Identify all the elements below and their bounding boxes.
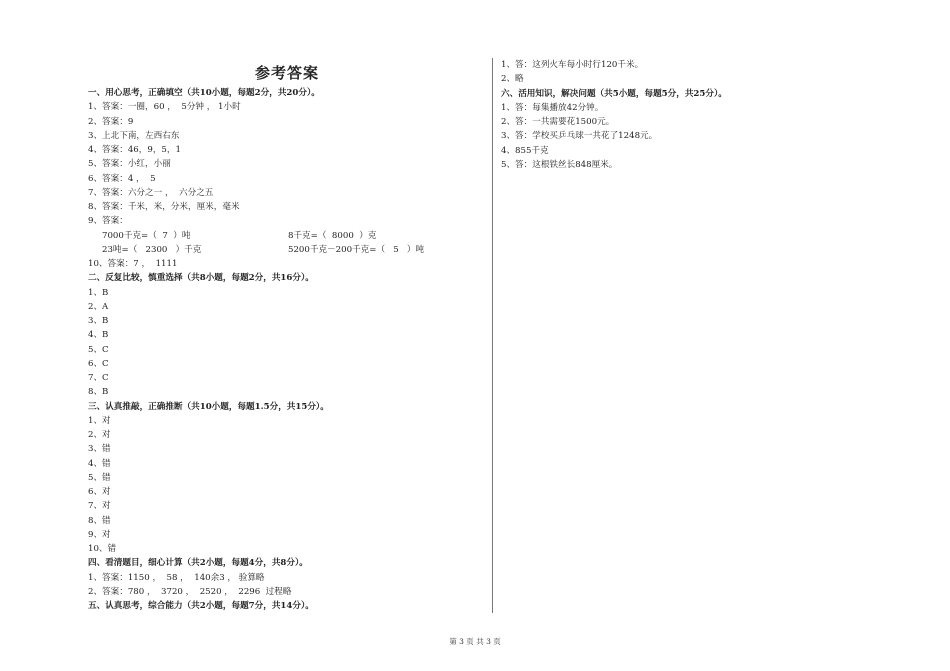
answer-line: 4、B [88,330,109,341]
answer-line: 7、对 [88,501,111,512]
section-heading: 五、认真思考，综合能力（共2小题，每题7分，共14分）。 [88,601,314,611]
answer-line: 8、B [88,387,109,398]
answer-line: 2、答案：780 ， 3720 ， 2520 ， 2296 过程略 [88,586,292,597]
answer-line: 1、B [88,287,109,298]
answer-line: 5、答案：小红，小丽 [88,159,171,170]
answer-line: 6、对 [88,487,111,497]
answer-line: 3、上北下南，左西右东 [88,130,180,141]
answer-line: 1、答案：1150 ， 58 ， 140余3 ， 验算略 [88,572,265,583]
section-heading: 三、认真推敲，正确推断（共10小题，每题1.5分，共15分）。 [88,401,329,412]
answer-line: 4、855千克 [501,145,549,156]
answer-line: 8千克=（ 8000 ）克 [288,230,377,241]
answer-line: 23吨=（ 2300 ）千克 [102,244,202,255]
column-divider [492,58,493,613]
answer-line: 5200千克－200千克=（ 5 ）吨 [288,244,425,255]
answer-line: 1、答：这列火车每小时行120千米。 [501,60,644,70]
answer-line: 2、略 [501,74,524,85]
answer-line: 9、对 [88,529,111,540]
answer-line: 2、答案：9 [88,116,134,127]
answer-line: 1、答案：一圈，60 ， 5分钟 ， 1小时 [88,102,241,113]
answer-line: 1、答：每集播放42分钟。 [501,102,604,113]
section-heading: 二、反复比较，慎重选择（共8小题，每题2分，共16分）。 [88,273,314,284]
section-heading: 一、用心思考，正确填空（共10小题，每题2分，共20分）。 [88,88,320,98]
section-heading: 四、看清题目，细心计算（共2小题，每题4分，共8分）。 [88,558,308,569]
answer-line: 4、错 [88,458,111,469]
page-footer: 第 3 页 共 3 页 [449,637,501,646]
answer-line: 8、错 [88,515,111,526]
answer-line: 5、答：这根铁丝长848厘米。 [501,159,618,170]
answer-line: 6、C [88,358,109,369]
answer-line: 7、答案：六分之一 ， 六分之五 [88,187,214,198]
page-title: 参考答案 [255,64,320,82]
section-heading: 六、活用知识，解决问题（共5小题，每题5分，共25分）。 [501,88,727,99]
answer-line: 5、错 [88,472,111,483]
answer-line: 2、对 [88,430,111,440]
answer-line: 3、答：学校买乒乓球一共花了1248元。 [501,131,658,142]
answer-line: 7000千克=（ 7 ）吨 [102,230,191,241]
answer-line: 1、对 [88,415,111,426]
answer-line: 10、答案：7 ， 1111 [88,259,178,269]
answer-line: 3、B [88,316,109,326]
answer-line: 10、错 [88,544,117,554]
answer-line: 4、答案：46，9，5，1 [88,145,181,155]
answer-line: 3、错 [88,444,111,455]
answer-line: 2、A [88,301,109,312]
answer-line: 6、答案：4 ， 5 [88,173,156,184]
answer-line: 5、C [88,344,109,355]
answer-line: 7、C [88,373,109,383]
answer-line: 2、答：一共需要花1500元。 [501,117,615,127]
answer-line: 8、答案：千米，米，分米，厘米，毫米 [88,202,240,212]
answer-line: 9、答案： [88,216,128,227]
